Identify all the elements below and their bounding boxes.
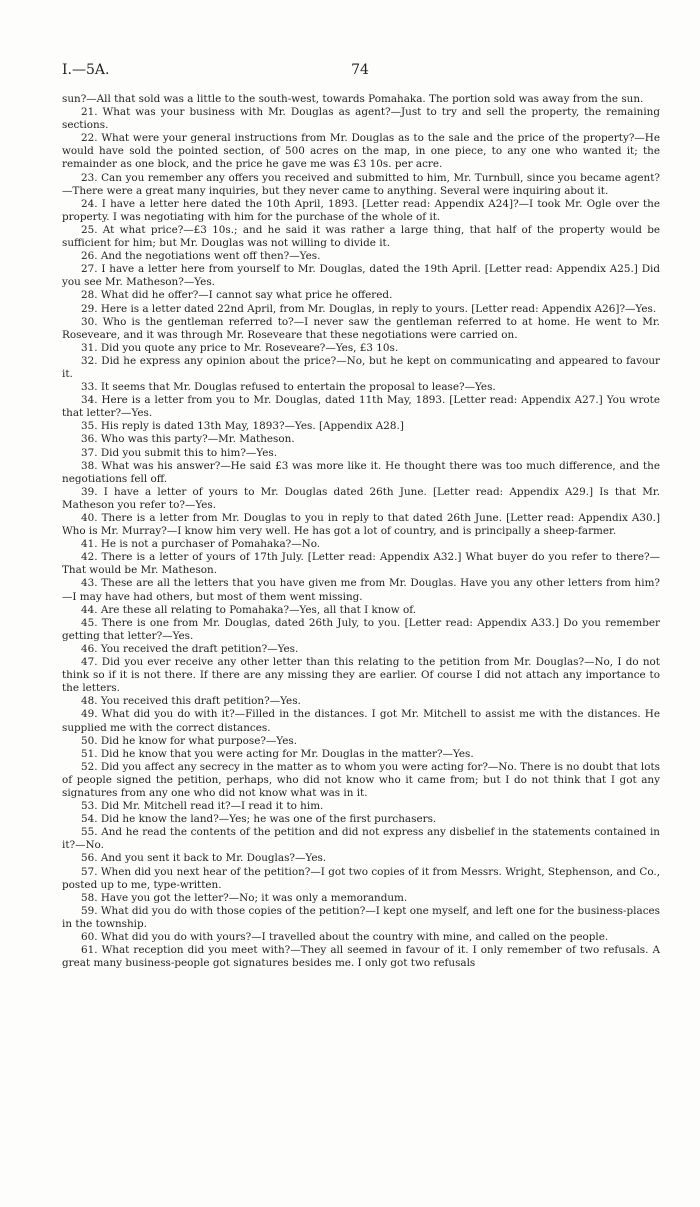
question-paragraph: 52. Did you affect any secrecy in the matter as to whom you were acting for?—No. There is no doubt that lots of people signed the petition, perhaps, who did not know who it came from; but I do not think that I got any signatures from any one who did not know what was in it. [62, 760, 660, 799]
question-paragraph: 30. Who is the gentleman referred to?—I never saw the gentleman referred to at home. He went to Mr. Roseveare, and it was through Mr. Roseveare that these negotiations were carried on. [62, 315, 660, 341]
question-paragraph: 36. Who was this party?—Mr. Matheson. [81, 433, 295, 446]
question-paragraph: 56. And you sent it back to Mr. Douglas?—Yes. [81, 852, 327, 865]
question-paragraph: 22. What were your general instructions from Mr. Douglas as to the sale and the price of the property?—He would have sold the pointed section, of 500 acres on the map, in one piece, to any one who wanted it; the remainder as one block, and the price he gave me was £3 10s. per acre. [62, 132, 660, 171]
question-paragraph: 29. Here is a letter dated 22nd April, from Mr. Douglas, in reply to yours. [Letter read: Appendix A26]?—Yes. [81, 302, 657, 315]
question-paragraph: 27. I have a letter here from yourself to Mr. Douglas, dated the 19th April. [Letter read: Appendix A25.] Did you see Mr. Matheson?—Yes. [62, 263, 660, 289]
question-paragraph: 57. When did you next hear of the petition?—I got two copies of it from Messrs. Wright, Stephenson, and Co., posted up to me, type-written. [62, 865, 660, 891]
question-paragraph: 61. What reception did you meet with?—They all seemed in favour of it. I only remember of two refusals. A great many business-people got signatures besides me. I only got two refusals [62, 944, 660, 970]
page-number: 74 [351, 62, 369, 78]
question-paragraph: 55. And he read the contents of the petition and did not express any disbelief in the statements contained in it?—No. [62, 826, 660, 852]
question-paragraph: 59. What did you do with those copies of the petition?—I kept one myself, and left one for the business-places in the township. [62, 904, 660, 930]
question-paragraph: 47. Did you ever receive any other letter than this relating to the petition from Mr. Douglas?—No, I do not think so if it is not there. If there are any missing they are earlier. Of course I did not attach any importance to the letters. [62, 656, 660, 695]
question-paragraph: 58. Have you got the letter?—No; it was only a memorandum. [81, 891, 408, 904]
question-paragraph: 26. And the negotiations went off then?—Yes. [81, 250, 321, 263]
question-paragraph: 41. He is not a purchaser of Pomahaka?—No. [81, 538, 321, 551]
question-paragraph: 46. You received the draft petition?—Yes. [81, 642, 299, 655]
question-paragraph: 25. At what price?—£3 10s.; and he said it was rather a large thing, that half of the property would be sufficient for him; but Mr. Douglas was not willing to divide it. [62, 223, 660, 250]
parliamentary-paper-reference: I.—5A. [62, 62, 110, 78]
question-paragraph: 39. I have a letter of yours to Mr. Douglas dated 26th June. [Letter read: Appendix A29.] Is that Mr. Matheson you refer to?—Yes. [62, 485, 660, 511]
question-paragraph: 40. There is a letter from Mr. Douglas to you in reply to that dated 26th June. [Letter read: Appendix A30.] Who is Mr. Murray?—I know him very well. He has got a lot of country, and is principally a sheep-farmer. [62, 512, 660, 538]
question-paragraph: 53. Did Mr. Mitchell read it?—I read it to him. [81, 800, 324, 813]
question-paragraph: 43. These are all the letters that you have given me from Mr. Douglas. Have you any other letters from him?—I may have had others, but most of them went missing. [62, 577, 660, 603]
question-paragraph: 24. I have a letter here dated the 10th April, 1893. [Letter read: Appendix A24]?—I took Mr. Ogle over the property. I was negotiating with him for the purchase of the whole of it. [62, 197, 660, 223]
question-paragraph: 49. What did you do with it?—Filled in the distances. I got Mr. Mitchell to assist me with the distances. He supplied me with the correct distances. [62, 708, 660, 734]
question-paragraph: 33. It seems that Mr. Douglas refused to entertain the proposal to lease?—Yes. [81, 381, 496, 394]
question-paragraph: 45. There is one from Mr. Douglas, dated 26th July, to you. [Letter read: Appendix A33.] Do you remember getting that letter?—Yes. [62, 616, 660, 642]
page-header [62, 62, 658, 80]
question-paragraph: 60. What did you do with yours?—I travelled about the country with mine, and called on the people. [81, 931, 609, 943]
question-paragraph: 54. Did he know the land?—Yes; he was one of the first purchasers. [81, 813, 437, 826]
question-paragraph: 37. Did you submit this to him?—Yes. [81, 446, 278, 459]
question-paragraph: 34. Here is a letter from you to Mr. Douglas, dated 11th May, 1893. [Letter read: Appendix A27.] You wrote that letter?—Yes. [62, 394, 660, 420]
question-paragraph: 50. Did he know for what purpose?—Yes. [81, 734, 298, 747]
question-paragraph: 38. What was his answer?—He said £3 was more like it. He thought there was too much difference, and the negotiations fell off. [62, 459, 660, 485]
question-paragraph: 35. His reply is dated 13th May, 1893?—Yes. [Appendix A28.] [81, 420, 404, 433]
question-paragraph: 31. Did you quote any price to Mr. Roseveare?—Yes, £3 10s. [81, 341, 399, 354]
question-paragraph: 23. Can you remember any offers you received and submitted to him, Mr. Turnbull, since you became agent?—There were a great many inquiries, but they never came to anything. Several were inquiring about it. [62, 171, 660, 197]
question-paragraph: 48. You received this draft petition?—Yes. [81, 695, 301, 708]
question-paragraph: 21. What was your business with Mr. Douglas as agent?—Just to try and sell the property, the remaining sections. [62, 106, 660, 132]
question-paragraph: 51. Did he know that you were acting for Mr. Douglas in the matter?—Yes. [81, 747, 474, 760]
question-paragraph: 42. There is a letter of yours of 17th July. [Letter read: Appendix A32.] What buyer do you refer to there?—That would be Mr. Matheson. [62, 551, 660, 577]
continued-paragraph: sun?—All that sold was a little to the south-west, towards Pomahaka. The portion sold was away from the sun. [62, 93, 644, 105]
question-paragraph: 32. Did he express any opinion about the price?—No, but he kept on communicating and appeared to favour it. [62, 354, 660, 380]
question-paragraph: 28. What did he offer?—I cannot say what price he offered. [81, 289, 393, 302]
question-paragraph: 44. Are these all relating to Pomahaka?—Yes, all that I know of. [81, 603, 417, 616]
body-text [62, 93, 660, 970]
